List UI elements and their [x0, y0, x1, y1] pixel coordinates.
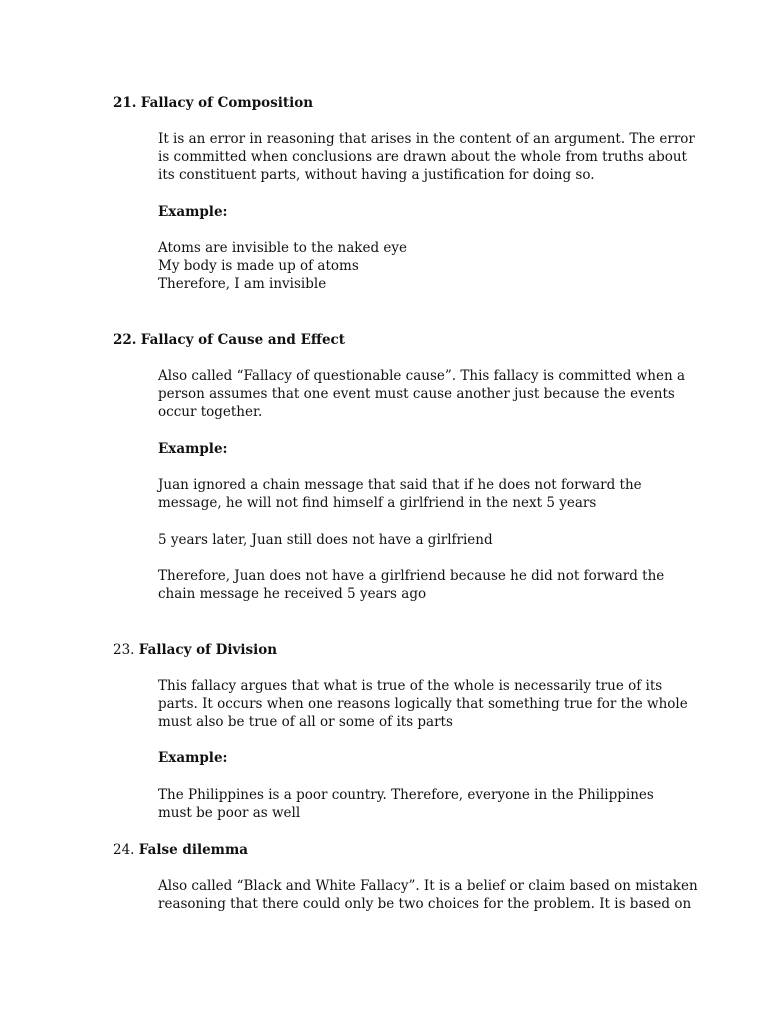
example-paragraph-23-1 [158, 786, 658, 822]
example-paragraph-22-2 [158, 531, 658, 549]
definition-line: person assumes that one event must cause another just because the events [158, 386, 675, 403]
example-line: My body is made up of atoms [158, 258, 359, 275]
section-definition-24 [158, 877, 698, 913]
section-title: False dilemma [138, 842, 248, 858]
section-heading-23 [113, 641, 277, 659]
definition-line: is committed when conclusions are drawn about the whole from truths about [158, 149, 687, 166]
section-definition-21 [158, 130, 695, 185]
section-definition-23 [158, 677, 688, 732]
definition-line: occur together. [158, 404, 263, 421]
definition-line: Also called “Black and White Fallacy”. It is a belief or claim based on mistaken [158, 878, 698, 894]
section-title: Fallacy of Cause and Effect [140, 332, 345, 348]
section-number: 22. [113, 332, 137, 348]
example-line: Juan ignored a chain message that said that if he does not forward the [158, 477, 642, 493]
section-number: 24. [113, 842, 135, 858]
example-paragraph-22-1 [158, 476, 658, 512]
example-label: Example: [158, 204, 228, 220]
definition-line: its constituent parts, without having a justification for doing so. [158, 167, 595, 184]
section-title: Fallacy of Division [138, 642, 278, 658]
definition-line: must also be true of all or some of its parts [158, 714, 453, 731]
example-label: Example: [158, 750, 228, 766]
example-line: Therefore, Juan does not have a girlfriend because he did not forward the [158, 568, 665, 584]
example-line: The Philippines is a poor country. Therefore, everyone in the Philippines [158, 787, 654, 803]
example-line: chain message he received 5 years ago [158, 586, 427, 603]
section-heading-22 [113, 331, 345, 349]
definition-line: parts. It occurs when one reasons logically that something true for the whole [158, 696, 688, 713]
definition-line: reasoning that there could only be two choices for the problem. It is based on [158, 896, 692, 913]
example-line: must be poor as well [158, 805, 301, 822]
section-title: Fallacy of Composition [140, 95, 314, 111]
example-line: 5 years later, Juan still does not have a girlfriend [158, 532, 493, 548]
example-paragraph-22-3 [158, 567, 665, 603]
definition-line: It is an error in reasoning that arises in the content of an argument. The error [158, 131, 695, 147]
definition-line: Also called “Fallacy of questionable cause”. This fallacy is committed when a [158, 368, 686, 384]
example-label-21 [158, 203, 658, 221]
section-heading-24 [113, 841, 248, 859]
example-label-22 [158, 440, 658, 458]
example-line: message, he will not find himself a girlfriend in the next 5 years [158, 495, 597, 512]
section-definition-22 [158, 367, 686, 422]
definition-line: This fallacy argues that what is true of the whole is necessarily true of its [158, 678, 663, 694]
example-label-23 [158, 749, 658, 767]
example-paragraph-21-1 [158, 239, 658, 294]
example-line: Therefore, I am invisible [158, 276, 327, 293]
example-line: Atoms are invisible to the naked eye [158, 240, 408, 256]
section-heading-21 [113, 94, 313, 112]
example-label: Example: [158, 441, 228, 457]
section-number: 21. [113, 95, 137, 111]
section-number: 23. [113, 642, 135, 658]
